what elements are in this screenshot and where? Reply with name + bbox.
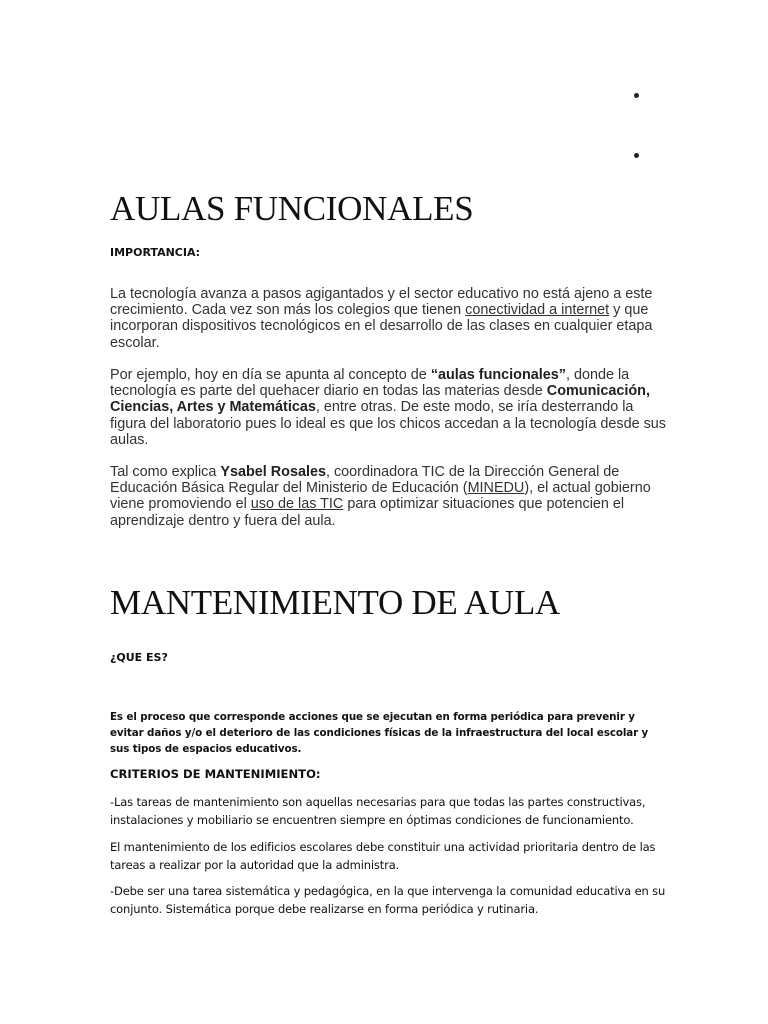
label-criterios: CRITERIOS DE MANTENIMIENTO: — [110, 767, 321, 781]
text: Por ejemplo, hoy en día se apunta al concepto de — [110, 367, 431, 383]
label-importancia: IMPORTANCIA: — [110, 246, 201, 259]
bold-ysabel-rosales: Ysabel Rosales — [220, 464, 326, 480]
link-uso-tic[interactable]: uso de las TIC — [250, 496, 344, 513]
text: , entre otras. De este modo, se iría desterrando la figura del laboratorio pues lo ideal es que los chicos accedan a la tecnología desde sus aulas. — [110, 399, 667, 448]
definition-paragraph: Es el proceso que corresponde acciones que se ejecutan en forma periódica para prevenir y evitar daños y/o el deterioro de las condiciones físicas de la infraestructura del local escolar y sus tipos de espacios educativos. — [110, 711, 649, 755]
bold-aulas-funcionales: “aulas funcionales” — [430, 367, 566, 383]
criteria-paragraph-3: -Debe ser una tarea sistemática y pedagógica, en la que intervenga la comunidad educativa en su conjunto. Sistemática porque debe realizarse en forma periódica y rutinaria. — [110, 884, 666, 916]
bold-materias: Comunicación, Ciencias, Artes y Matemáticas — [110, 383, 650, 416]
criteria-paragraph-1: -Las tareas de mantenimiento son aquellas necesarias para que todas las partes constructivas, instalaciones y mobiliario se encuentren siempre en óptimas condiciones de funcionamiento. — [110, 795, 646, 827]
text: ), el actual gobierno viene promoviendo el — [110, 480, 651, 513]
link-minedu[interactable]: MINEDU — [467, 480, 525, 497]
text: y que incorporan dispositivos tecnológicos en el desarrollo de las clases en cualquier etapa escolar. — [110, 302, 653, 351]
text: Tal como explica — [110, 464, 221, 480]
link-conectividad-internet[interactable]: conectividad a internet — [465, 302, 610, 319]
text: , donde la tecnología es parte del quehacer diario en todas las materias desde — [110, 367, 630, 400]
text: La tecnología avanza a pasos agigantados y el sector educativo no está ajeno a este crecimiento. Cada vez son más los colegios que tienen — [110, 286, 653, 319]
paragraph-importancia-1 — [110, 286, 670, 351]
label-que-es: ¿QUE ES? — [110, 651, 168, 664]
paragraph-importancia-2 — [110, 367, 670, 448]
text: , coordinadora TIC de la Dirección General de Educación Básica Regular del Ministerio de Educación ( — [110, 464, 620, 497]
section-title-aulas-funcionales: AULAS FUNCIONALES — [110, 189, 474, 228]
bullet-dot — [634, 153, 639, 158]
paragraph-importancia-3 — [110, 464, 670, 529]
bullet-dot — [634, 93, 639, 98]
section-title-mantenimiento: MANTENIMIENTO DE AULA — [110, 583, 560, 622]
text: para optimizar situaciones que potencien el aprendizaje dentro y fuera del aula. — [110, 496, 625, 529]
criteria-paragraph-2: El mantenimiento de los edificios escolares debe constituir una actividad prioritaria dentro de las tareas a realizar por la autoridad que la administra. — [110, 840, 656, 872]
